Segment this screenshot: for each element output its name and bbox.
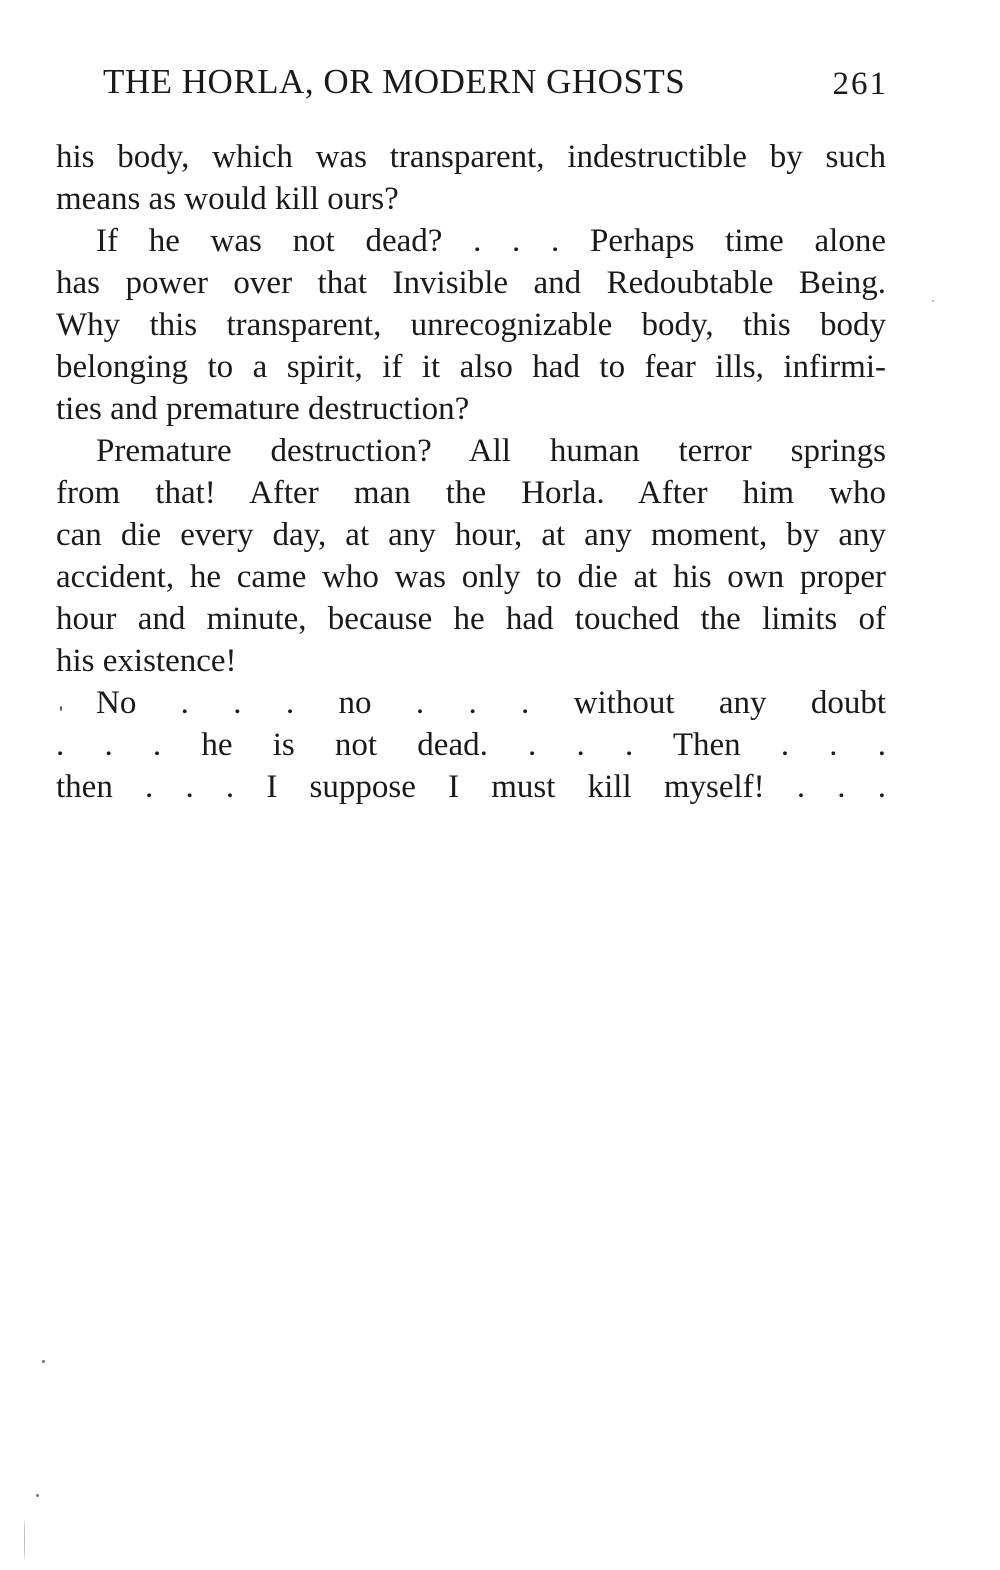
text-line: means as would kill ours? [56,181,399,217]
running-head [103,62,888,112]
page-number: 261 [832,66,888,102]
text-line: ties and premature destruction? [56,391,470,427]
scan-speck [42,1360,45,1363]
paragraph [56,682,886,808]
scan-speck [36,1494,39,1497]
scan-speck [60,706,62,711]
text-line: belonging to a spirit, if it also had to fear ills, infirmi- [56,349,886,385]
text-line: Why this transparent, unrecognizable body, this body [56,307,886,343]
paragraph [56,220,886,430]
text-line: . . . he is not dead. . . . Then . . . [56,727,886,763]
scan-speck [24,1520,25,1560]
text-line: his body, which was transparent, indestructible by such [56,139,886,175]
text-line: then . . . I suppose I must kill myself! . . . [56,769,886,805]
text-line: If he was not dead? . . . Perhaps time alone [96,223,886,259]
text-line: his existence! [56,643,237,679]
text-line: can die every day, at any hour, at any moment, by any [56,517,886,553]
text-line: accident, he came who was only to die at his own proper [56,559,886,595]
text-line: No . . . no . . . without any doubt [96,685,886,721]
paragraph [56,430,886,682]
text-line: from that! After man the Horla. After him who [56,475,886,511]
text-line: has power over that Invisible and Redoubtable Being. [56,265,886,301]
body-text [56,136,886,808]
text-line: hour and minute, because he had touched the limits of [56,601,886,637]
scan-speck [932,300,934,302]
paragraph [56,136,886,220]
text-line: Premature destruction? All human terror springs [96,433,886,469]
running-title: THE HORLA, OR MODERN GHOSTS [103,62,686,101]
